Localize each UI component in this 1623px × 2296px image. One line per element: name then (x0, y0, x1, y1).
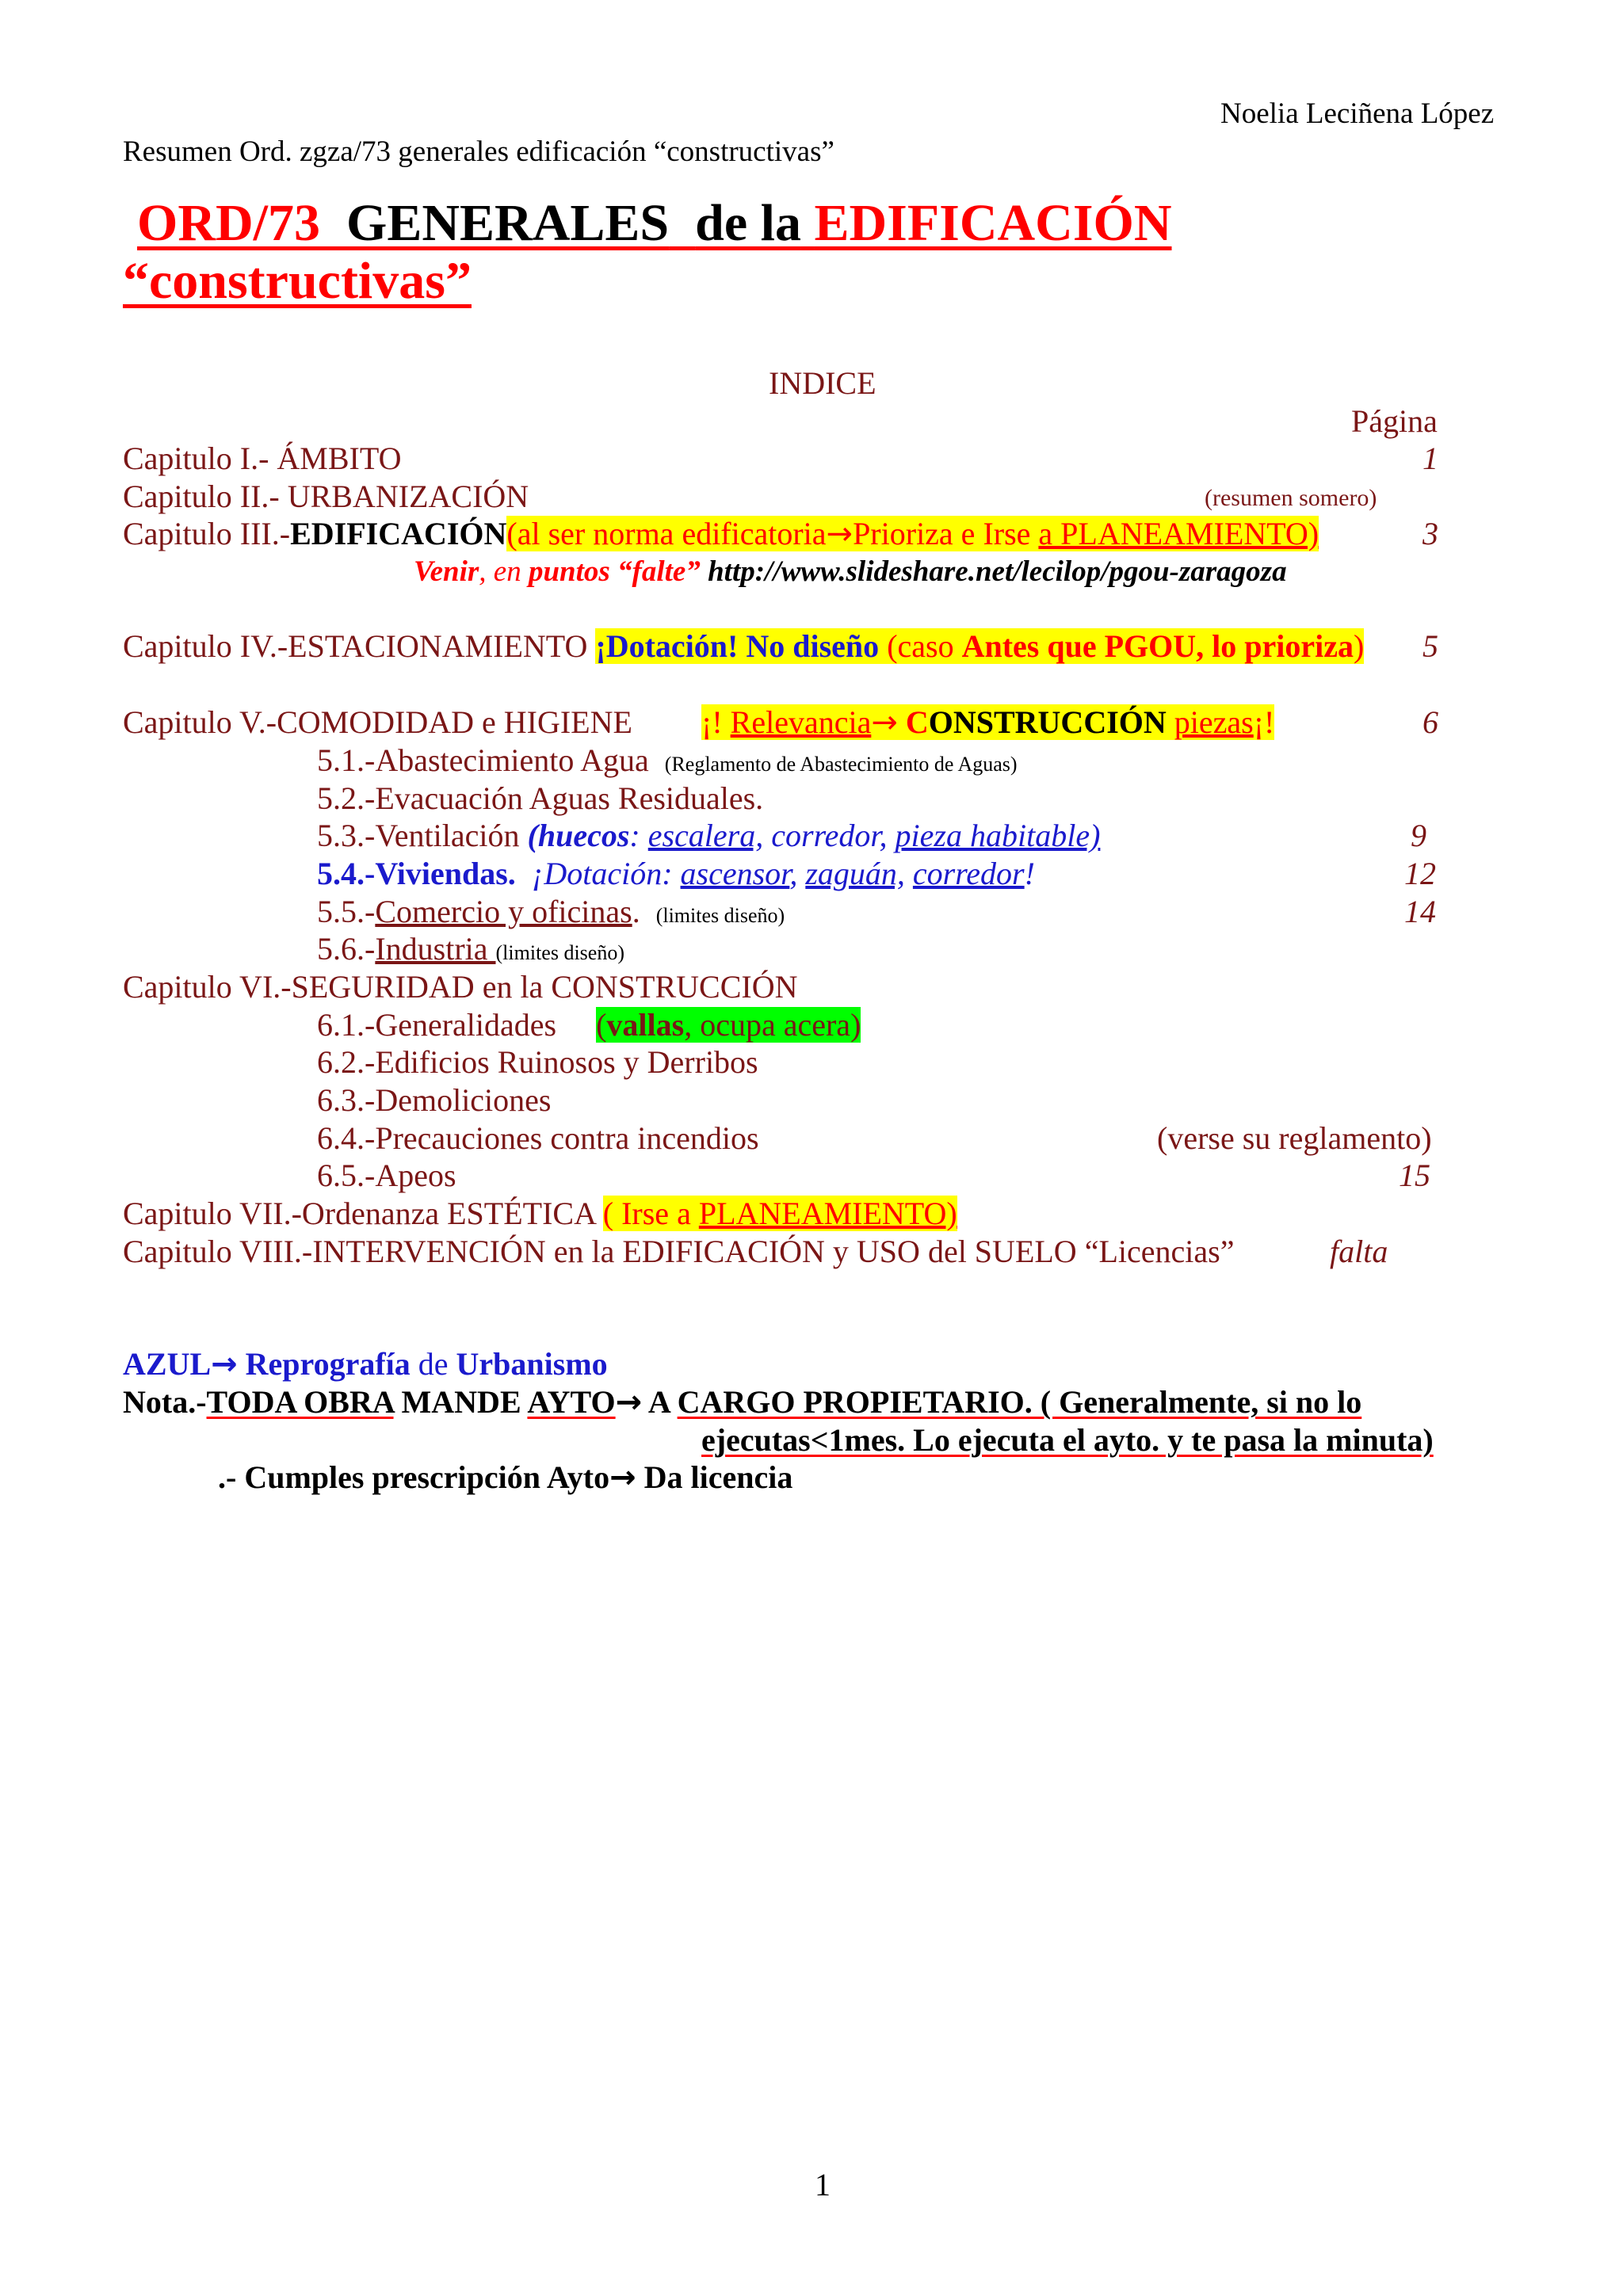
index-cap4-highlight (595, 628, 1364, 664)
index-s61-rest: , ocupa acera) (684, 1007, 861, 1043)
nota-line3-b: Da licencia (636, 1459, 793, 1495)
page-column-label: Página (1351, 403, 1438, 439)
index-cap4-label: Capitulo IV.-ESTACIONAMIENTO (123, 628, 596, 664)
index-cap5-hl-a: ¡! (701, 704, 731, 740)
legend-reprografia: Reprografía (237, 1346, 411, 1382)
index-s54-bang: ! (1024, 856, 1035, 891)
nota-line1 (123, 1383, 1361, 1421)
index-cap3-hl-b: Prioriza e Irse (853, 516, 1039, 551)
index-cap5-label: Capitulo V.-COMODIDAD e HIGIENE (123, 704, 632, 740)
index-s61-label: 6.1.-Generalidades (317, 1007, 557, 1043)
title-part-dela: de la (695, 194, 801, 252)
note-en: , en (479, 555, 529, 588)
index-s53-open: ( (527, 818, 538, 853)
index-s55-prefix: 5.5.- (317, 894, 376, 929)
index-s51-label: 5.1.-Abastecimiento Agua (317, 742, 649, 778)
index-s53-corredor: corredor, (763, 818, 896, 853)
index-s56 (317, 930, 624, 967)
arrow-right-icon: → (615, 1384, 643, 1421)
index-s54-space (905, 856, 913, 891)
title-part-edificacion: EDIFICACIÓN (814, 194, 1172, 252)
title-part-constructivas: “constructivas” (123, 251, 472, 310)
index-cap5-construccion: ONSTRUCCIÓN (928, 704, 1167, 740)
nota-prefix: Nota.- (123, 1384, 207, 1420)
index-s55-label: Comercio y oficinas (375, 894, 632, 929)
index-s53-page: 9 (1411, 818, 1426, 853)
index-s52-label: 5.2.-Evacuación Aguas Residuales. (317, 780, 764, 816)
index-cap4-close: ) (1354, 628, 1365, 664)
index-s56-label: Industria (375, 931, 496, 967)
document-title (123, 195, 1172, 310)
index-s51 (317, 742, 1018, 779)
document-subject: Resumen Ord. zgza/73 generales edificación “constructivas” (123, 135, 834, 168)
index-cap2-note: (resumen somero) (1205, 485, 1377, 511)
nota-a: A (642, 1384, 678, 1420)
index-cap5-page: 6 (1423, 704, 1438, 740)
author-name: Noelia Leciñena López (1220, 97, 1495, 130)
title-part-ord: ORD/73 (137, 194, 320, 252)
index-cap5-c: C (905, 704, 929, 740)
index-cap5-highlight (701, 704, 1274, 741)
index-s56-prefix: 5.6.- (317, 931, 376, 967)
index-cap3-highlight (506, 516, 1319, 551)
nota-line2-text: ejecutas<1mes. Lo ejecuta el ayto. y te pasa la minuta) (701, 1422, 1434, 1458)
index-s53-escalera: escalera, (647, 818, 764, 853)
index-cap5-piezas: piezas (1174, 704, 1254, 740)
index-s54-dotacion: ¡Dotación: (531, 856, 681, 891)
index-s53 (317, 817, 1100, 854)
index-s54 (317, 855, 1035, 892)
index-s63-label: 6.3.-Demoliciones (317, 1082, 552, 1118)
index-s54-zaguan: zaguán, (805, 856, 905, 891)
index-s56-note: (limites diseño) (495, 941, 624, 964)
index-s55-note: (limites diseño) (655, 904, 785, 927)
index-s53-huecos: huecos (537, 818, 630, 853)
index-cap5-hl-end: ¡! (1253, 704, 1275, 740)
index-s54-page: 12 (1404, 856, 1436, 891)
index-cap4-page: 5 (1423, 628, 1438, 664)
index-cap3-hl-a: (al ser norma edificatoria (506, 516, 827, 551)
index-cap3-page: 3 (1423, 516, 1438, 551)
note-venir: Venir (414, 555, 479, 588)
slideshare-link[interactable]: http://www.slideshare.net/lecilop/pgou-zaragoza (708, 555, 1287, 588)
index-s55 (317, 893, 785, 930)
nota-toda-obra: TODA OBRA (206, 1384, 394, 1420)
index-s55-dot: . (632, 894, 640, 929)
index-s53-pieza: pieza habitable) (895, 818, 1101, 853)
arrow-right-icon: → (871, 704, 898, 741)
index-s64-note: (verse su reglamento) (1157, 1120, 1432, 1156)
index-cap7-planeamiento: PLANEAMIENTO) (698, 1196, 957, 1231)
page-number: 1 (815, 2167, 831, 2203)
index-cap2-label: Capitulo II.- URBANIZACIÓN (123, 479, 529, 514)
legend-azul-label: AZUL (123, 1346, 212, 1382)
index-cap4-dotacion: ¡Dotación! No diseño (595, 628, 880, 664)
index-s61-vallas: vallas (606, 1007, 685, 1043)
index-cap4-caso: (caso (879, 628, 962, 664)
index-cap1-label: Capitulo I.- ÁMBITO (123, 441, 402, 476)
arrow-right-icon: → (826, 516, 854, 552)
arrow-right-icon: → (609, 1459, 636, 1496)
index-s54-label: 5.4.-Viviendas. (317, 856, 516, 891)
index-s54-ascensor: ascensor (680, 856, 790, 891)
index-cap4 (123, 627, 1364, 665)
index-cap8-note: falta (1330, 1234, 1388, 1269)
index-s64-label: 6.4.-Precauciones contra incendios (317, 1120, 759, 1156)
legend-azul (123, 1345, 608, 1383)
nota-line3 (218, 1459, 792, 1496)
index-cap5-relevancia: Relevancia (730, 704, 872, 740)
index-cap1-page: 1 (1423, 441, 1438, 476)
index-cap3-edificacion: EDIFICACIÓN (290, 516, 507, 551)
index-heading: INDICE (769, 365, 876, 401)
index-s65-page: 15 (1399, 1158, 1430, 1193)
legend-urbanismo: Urbanismo (456, 1346, 608, 1382)
nota-mande: MANDE (393, 1384, 528, 1420)
index-cap3 (123, 515, 1319, 552)
nota-ayto: AYTO (527, 1384, 616, 1420)
nota-line3-a: .- Cumples prescripción Ayto (218, 1459, 610, 1495)
index-s65-label: 6.5.-Apeos (317, 1158, 456, 1193)
index-s62-label: 6.2.-Edificios Ruinosos y Derribos (317, 1044, 758, 1080)
index-cap3-note (414, 555, 1287, 589)
index-s54-corredor: corredor (912, 856, 1025, 891)
index-cap8-label: Capitulo VIII.-INTERVENCIÓN en la EDIFICACIÓN y USO del SUELO “Licencias” (123, 1234, 1235, 1269)
index-cap4-antes: Antes que PGOU, lo prioriza (961, 628, 1354, 664)
index-cap7-label: Capitulo VII.-Ordenanza ESTÉTICA (123, 1196, 603, 1231)
index-s61-open: ( (596, 1007, 607, 1043)
nota-cargo: CARGO PROPIETARIO. ( Generalmente, si no lo (677, 1384, 1362, 1420)
index-s51-note: (Reglamento de Abastecimiento de Aguas) (664, 753, 1018, 776)
index-s54-comma: , (789, 856, 806, 891)
index-cap7 (123, 1195, 957, 1232)
arrow-right-icon: → (211, 1346, 238, 1383)
index-s53-colon: : (629, 818, 648, 853)
index-s53-label: 5.3.-Ventilación (317, 818, 528, 853)
index-s55-page: 14 (1404, 894, 1436, 929)
note-puntos-falte: puntos “falte” (528, 555, 701, 588)
index-cap3-planeamiento: a PLANEAMIENTO) (1038, 516, 1319, 551)
index-cap6-label: Capitulo VI.-SEGURIDAD en la CONSTRUCCIÓN (123, 969, 798, 1005)
index-cap7-hl-a: ( Irse a (602, 1196, 699, 1231)
index-s61 (317, 1006, 861, 1043)
nota-line2 (701, 1421, 1434, 1459)
title-part-generales: GENERALES (346, 194, 670, 252)
index-cap3-prefix: Capitulo III.- (123, 516, 291, 551)
legend-de: de (410, 1346, 456, 1382)
